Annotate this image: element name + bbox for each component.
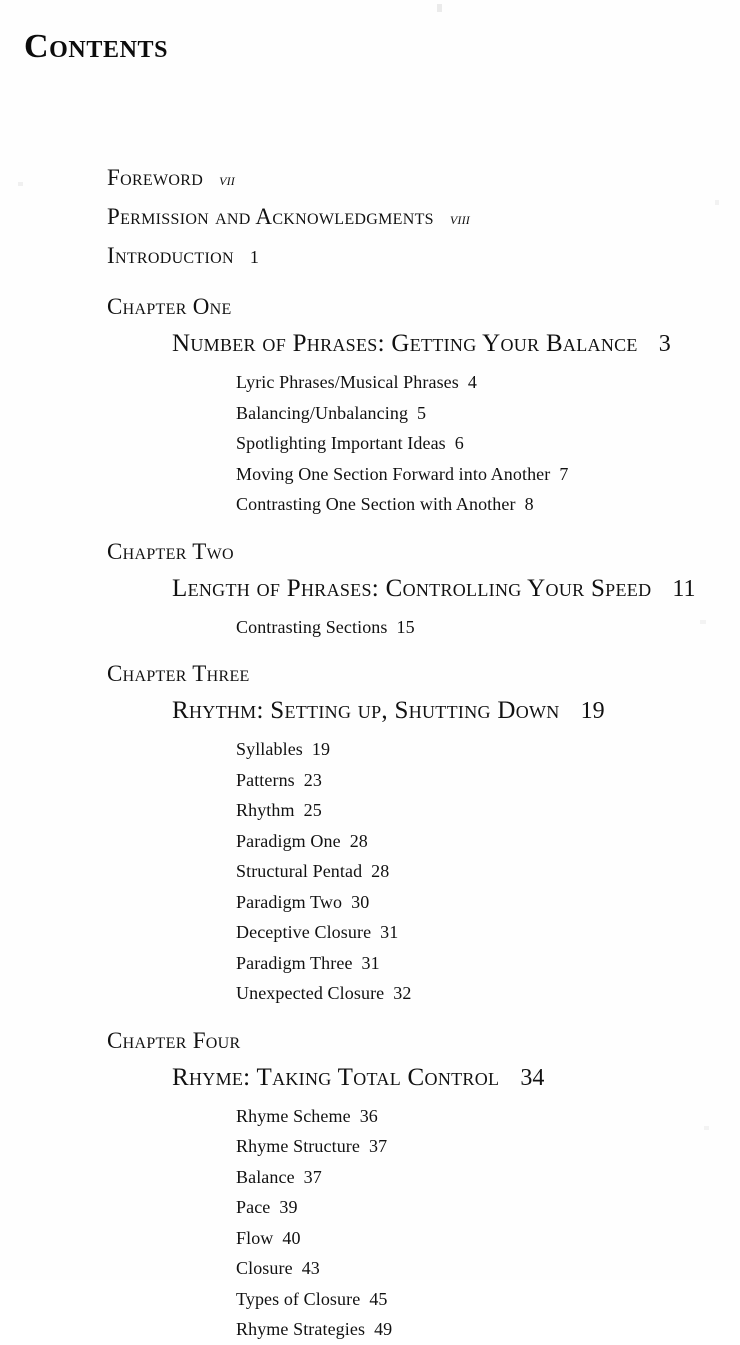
toc-chapter-title-text: Rhyme: Taking Total Control bbox=[172, 1063, 500, 1091]
toc-section-title: Syllables bbox=[236, 739, 303, 759]
toc-section-title: Types of Closure bbox=[236, 1288, 361, 1309]
toc-section-title: Contrasting Sections bbox=[236, 616, 388, 637]
toc-page-number: 45 bbox=[369, 1288, 388, 1309]
toc-section-row[interactable] bbox=[0, 1162, 740, 1193]
toc-chapter-group bbox=[0, 1023, 740, 1345]
toc-section-title: Balancing/Unbalancing bbox=[236, 402, 409, 423]
toc-front-matter-label: Foreword bbox=[107, 165, 204, 190]
toc-chapter-title-text: Rhythm: Setting up, Shutting Down bbox=[172, 697, 560, 724]
toc-front-matter-label: Permission and Acknowledgments bbox=[107, 204, 434, 229]
toc-section-row[interactable] bbox=[0, 826, 740, 857]
toc-section-row[interactable] bbox=[0, 856, 740, 887]
toc-section-list bbox=[0, 1101, 740, 1345]
toc-page-number: 28 bbox=[349, 830, 368, 851]
toc-section-row[interactable] bbox=[0, 1223, 740, 1254]
toc-page-number: 37 bbox=[368, 1136, 388, 1156]
toc-chapter-label[interactable]: Chapter Four bbox=[107, 1027, 241, 1053]
toc-section-row[interactable] bbox=[0, 459, 740, 490]
toc-page-number: 28 bbox=[371, 861, 390, 881]
toc-section-title: Structural Pentad bbox=[236, 861, 363, 881]
toc-section-row[interactable] bbox=[0, 1192, 740, 1223]
toc-section-title: Closure bbox=[236, 1258, 293, 1278]
toc-section-title: Paradigm Two bbox=[236, 891, 343, 912]
page-title: Contents bbox=[24, 28, 169, 65]
toc-page-number: 1 bbox=[249, 247, 260, 267]
toc-section-list bbox=[0, 367, 740, 520]
toc-section-title: Rhyme Strategies bbox=[236, 1319, 366, 1339]
toc-section-title: Balance bbox=[236, 1166, 295, 1187]
toc-chapter-title[interactable] bbox=[0, 570, 740, 608]
toc-chapter-group bbox=[0, 289, 740, 520]
toc-chapter-title[interactable] bbox=[0, 692, 740, 730]
toc-list bbox=[0, 158, 740, 1345]
toc-section-title: Lyric Phrases/Musical Phrases bbox=[236, 372, 459, 392]
toc-section-row[interactable] bbox=[0, 734, 740, 765]
toc-page-number: 37 bbox=[303, 1166, 322, 1187]
toc-section-row[interactable] bbox=[0, 1101, 740, 1132]
toc-section-row[interactable] bbox=[0, 978, 740, 1009]
toc-page-number: viii bbox=[449, 209, 470, 228]
toc-section-row[interactable] bbox=[0, 765, 740, 796]
toc-section-title: Rhyme Structure bbox=[236, 1136, 360, 1156]
toc-section-title: Paradigm One bbox=[236, 830, 341, 851]
toc-section-list bbox=[0, 612, 740, 643]
toc-section-title: Paradigm Three bbox=[236, 952, 353, 973]
toc-page-number: 34 bbox=[520, 1064, 545, 1091]
toc-page-number: 4 bbox=[467, 372, 477, 392]
toc-front-matter-row[interactable] bbox=[0, 197, 740, 236]
toc-section-row[interactable] bbox=[0, 489, 740, 520]
toc-page-number: 40 bbox=[282, 1227, 301, 1248]
toc-chapter-title-text: Length of Phrases: Controlling Your Speed bbox=[172, 574, 652, 602]
toc-section-list bbox=[0, 734, 740, 1009]
toc-page-number: 5 bbox=[417, 402, 427, 423]
toc-section-title: Moving One Section Forward into Another bbox=[236, 463, 551, 484]
scan-artifact bbox=[437, 4, 442, 12]
toc-section-title: Patterns bbox=[236, 769, 295, 790]
toc-page-number: 11 bbox=[672, 575, 696, 602]
toc-page-number: 25 bbox=[303, 800, 322, 820]
toc-chapter-title[interactable] bbox=[0, 325, 740, 363]
toc-page-number: 6 bbox=[454, 433, 464, 453]
toc-page-number: 32 bbox=[393, 983, 412, 1003]
toc-section-title: Unexpected Closure bbox=[236, 983, 385, 1003]
toc-page-number: 43 bbox=[301, 1258, 320, 1278]
toc-section-title: Rhyme Scheme bbox=[236, 1105, 351, 1126]
toc-section-row[interactable] bbox=[0, 428, 740, 459]
toc-section-row[interactable] bbox=[0, 398, 740, 429]
toc-section-row[interactable] bbox=[0, 887, 740, 918]
toc-section-row[interactable] bbox=[0, 917, 740, 948]
toc-page-number: 7 bbox=[559, 463, 569, 484]
toc-front-matter-row[interactable] bbox=[0, 236, 740, 275]
toc-chapter-label[interactable]: Chapter Three bbox=[107, 661, 250, 686]
toc-chapter-group bbox=[0, 656, 740, 1009]
toc-chapter-title-text: Number of Phrases: Getting Your Balance bbox=[172, 330, 638, 357]
toc-page-number: 19 bbox=[580, 698, 605, 724]
toc-page-number: 36 bbox=[359, 1105, 378, 1126]
toc-page-number: 8 bbox=[524, 494, 534, 514]
toc-chapter-label[interactable]: Chapter One bbox=[107, 294, 232, 319]
toc-section-title: Contrasting One Section with Another bbox=[236, 494, 516, 514]
toc-page-number: 39 bbox=[279, 1197, 298, 1217]
toc-page-number: vii bbox=[219, 170, 236, 189]
toc-section-title: Flow bbox=[236, 1227, 274, 1248]
toc-chapter-label[interactable]: Chapter Two bbox=[107, 538, 234, 564]
toc-chapter-group bbox=[0, 534, 740, 643]
toc-section-row[interactable] bbox=[0, 1131, 740, 1162]
toc-page-number: 19 bbox=[311, 739, 331, 759]
toc-section-title: Pace bbox=[236, 1197, 271, 1217]
toc-front-matter-label: Introduction bbox=[107, 243, 234, 268]
toc-page-number: 23 bbox=[303, 769, 322, 790]
toc-front-matter-row[interactable] bbox=[0, 158, 740, 197]
toc-chapter-title[interactable] bbox=[0, 1059, 740, 1097]
toc-section-row[interactable] bbox=[0, 948, 740, 979]
toc-section-row[interactable] bbox=[0, 795, 740, 826]
toc-section-row[interactable] bbox=[0, 1314, 740, 1345]
toc-page-number: 15 bbox=[396, 616, 415, 637]
toc-page-number: 31 bbox=[380, 922, 399, 942]
toc-section-title: Deceptive Closure bbox=[236, 922, 372, 942]
toc-section-title: Rhythm bbox=[236, 800, 295, 820]
toc-page-number: 30 bbox=[351, 891, 370, 912]
toc-section-row[interactable] bbox=[0, 1253, 740, 1284]
toc-section-row[interactable] bbox=[0, 612, 740, 643]
toc-section-row[interactable] bbox=[0, 367, 740, 398]
toc-section-title: Spotlighting Important Ideas bbox=[236, 433, 446, 453]
toc-section-row[interactable] bbox=[0, 1284, 740, 1315]
toc-page-number: 49 bbox=[374, 1319, 393, 1339]
toc-page-number: 3 bbox=[658, 331, 671, 357]
toc-page-number: 31 bbox=[361, 952, 380, 973]
